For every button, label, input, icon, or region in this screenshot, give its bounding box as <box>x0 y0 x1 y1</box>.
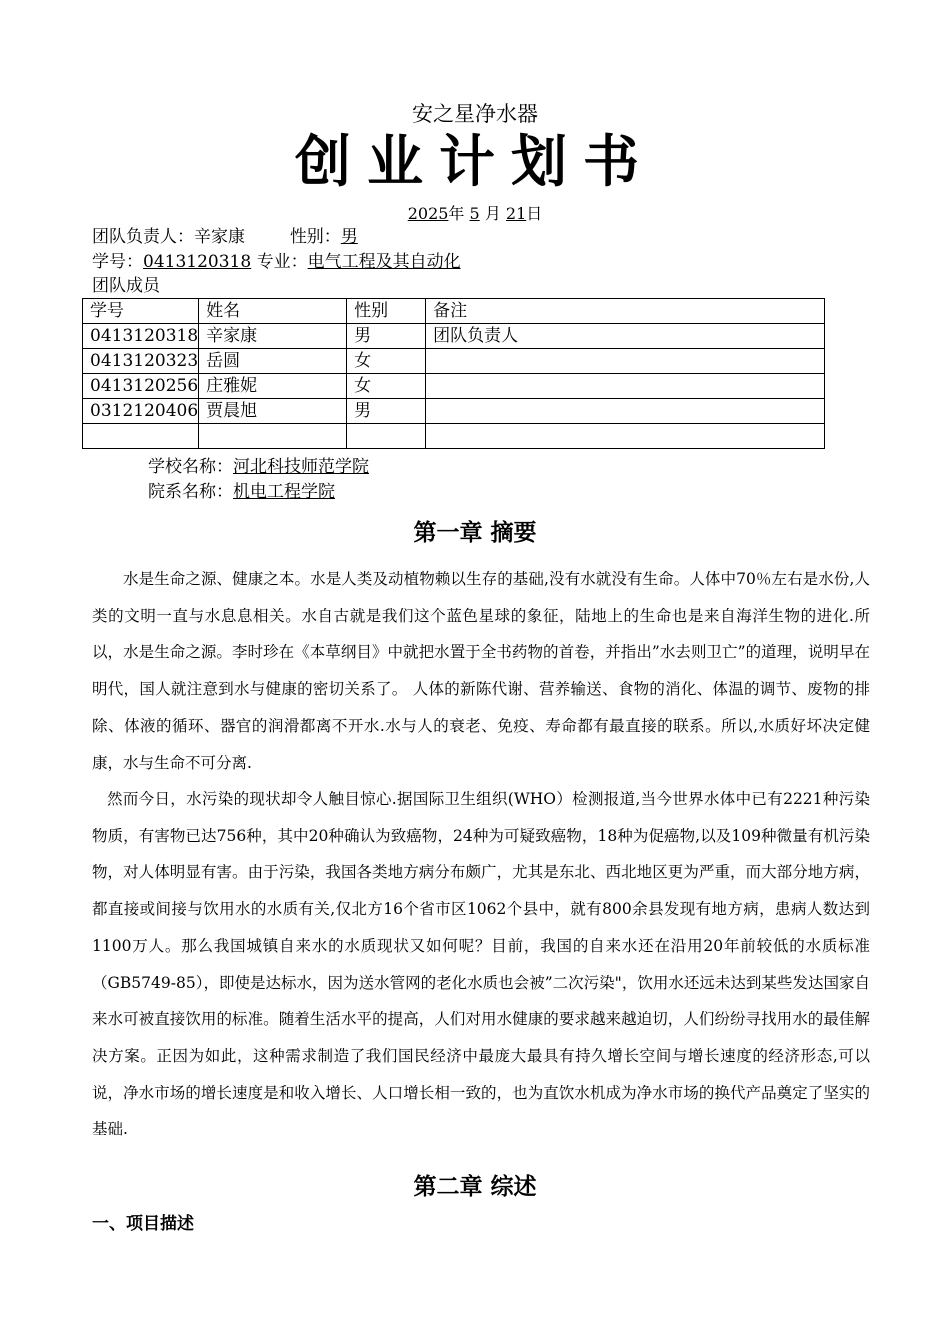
document-date <box>0 201 950 224</box>
major-label: 专业： <box>256 252 308 272</box>
team-label: 团队成员 <box>92 276 160 296</box>
table-cell: 岳圆 <box>199 349 347 374</box>
table-cell: 男 <box>347 399 426 424</box>
table-row <box>83 374 825 399</box>
table-cell: 女 <box>347 374 426 399</box>
leader-gender: 男 <box>340 227 358 247</box>
leader-line <box>92 225 358 249</box>
table-cell: 贾晨旭 <box>199 399 347 424</box>
table-header-cell: 学号 <box>83 299 199 324</box>
leader-label: 团队负责人： <box>92 227 194 247</box>
table-header-cell: 姓名 <box>199 299 347 324</box>
table-cell <box>199 424 347 449</box>
table-cell <box>83 424 199 449</box>
student-line <box>92 250 461 274</box>
table-row <box>83 399 825 424</box>
chapter-1-paragraph-2: 然而今日，水污染的现状却令人触目惊心.据国际卫生组织(WHO）检测报道,当今世界水体中已有2221种污染物质，有害物已达756种，其中20种确认为致癌物，24种为可疑致癌物，18种为促癌物,以及109种微量有机污染物，对人体明显有害。由于污染，我国各类地方病分布颇广，尤其是东北、西北地区更为严重，而大部分地方病，都直接或间接与饮用水的水质有关,仅北方16个省市区1062个县中，就有800余县发现有地方病，患病人数达到1100万人。那么我国城镇自来水的水质现状又如何呢？目前，我国的自来水还在沿用20年前较低的水质标准（GB5749-85），即使是达标水，因为送水管网的老化水质也会被”二次污染"，饮用水还远未达到某些发达国家自来水可被直接饮用的标准。随着生活水平的提高，人们对用水健康的要求越来越迫切，人们纷纷寻找用水的最佳解决方案。正因为如此，这种需求制造了我们国民经济中最庞大最具有持久增长空间与增长速度的经济形态,可以说，净水市场的增长速度是和收入增长、人口增长相一致的，也为直饮水机成为净水市场的换代产品奠定了坚实的基础. <box>92 790 870 1139</box>
table-cell: 0413120318 <box>83 324 199 349</box>
table-cell: 男 <box>347 324 426 349</box>
table-row <box>83 349 825 374</box>
table-cell <box>426 399 825 424</box>
table-cell: 0413120256 <box>83 374 199 399</box>
document-title: 创业计划书 <box>295 129 655 195</box>
table-row <box>83 324 825 349</box>
leader-id: 0413120318 <box>143 252 252 272</box>
school-name: 河北科技师范学院 <box>233 457 369 477</box>
section-heading: 一、项目描述 <box>92 1214 194 1234</box>
team-table <box>82 298 825 449</box>
table-cell <box>426 424 825 449</box>
date-day: 21 <box>505 204 527 223</box>
date-day-suffix: 日 <box>526 204 543 223</box>
school-label: 学校名称： <box>148 457 233 477</box>
chapter-1-title: 第一章 摘要 <box>413 520 537 546</box>
date-year: 2025 <box>407 204 449 223</box>
gender-label: 性别： <box>289 227 341 247</box>
table-cell <box>347 424 426 449</box>
table-header-row <box>83 299 825 324</box>
id-label: 学号： <box>92 252 143 272</box>
department-line <box>148 480 335 504</box>
table-cell <box>426 374 825 399</box>
table-cell: 0413120323 <box>83 349 199 374</box>
dept-label: 院系名称： <box>148 482 233 502</box>
table-header-cell: 备注 <box>426 299 825 324</box>
dept-name: 机电工程学院 <box>233 482 335 502</box>
chapter-1-paragraph-1: 水是生命之源、健康之本。水是人类及动植物赖以生存的基础,没有水就没有生命。人体中70％左右是水份,人类的文明一直与水息息相关。水自古就是我们这个蓝色星球的象征，陆地上的生命也是来自海洋生物的进化.所以，水是生命之源。李时珍在《本草纲目》中就把水置于全书药物的首卷，并指出”水去则卫亡”的道理，说明早在明代，国人就注意到水与健康的密切关系了。 人体的新陈代谢、营养输送、食物的消化、体温的调节、废物的排除、体液的循环、器官的润滑都离不开水.水与人的衰老、免疫、寿命都有最直接的联系。所以,水质好坏决定健康，水与生命不可分离. <box>92 570 870 772</box>
table-header-cell: 性别 <box>347 299 426 324</box>
table-cell: 女 <box>347 349 426 374</box>
leader-major: 电气工程及其自动化 <box>307 252 461 272</box>
product-name: 安之星净水器 <box>412 102 538 126</box>
table-cell: 辛家康 <box>199 324 347 349</box>
date-month: 5 <box>469 204 480 223</box>
date-month-suffix: 月 <box>484 204 501 223</box>
table-cell <box>426 349 825 374</box>
table-cell: 团队负责人 <box>426 324 825 349</box>
school-line <box>148 455 369 479</box>
leader-name: 辛家康 <box>194 227 245 247</box>
date-year-suffix: 年 <box>448 204 465 223</box>
table-cell: 0312120406 <box>83 399 199 424</box>
table-row <box>83 424 825 449</box>
table-cell: 庄雅妮 <box>199 374 347 399</box>
chapter-2-title: 第二章 综述 <box>413 1174 537 1200</box>
